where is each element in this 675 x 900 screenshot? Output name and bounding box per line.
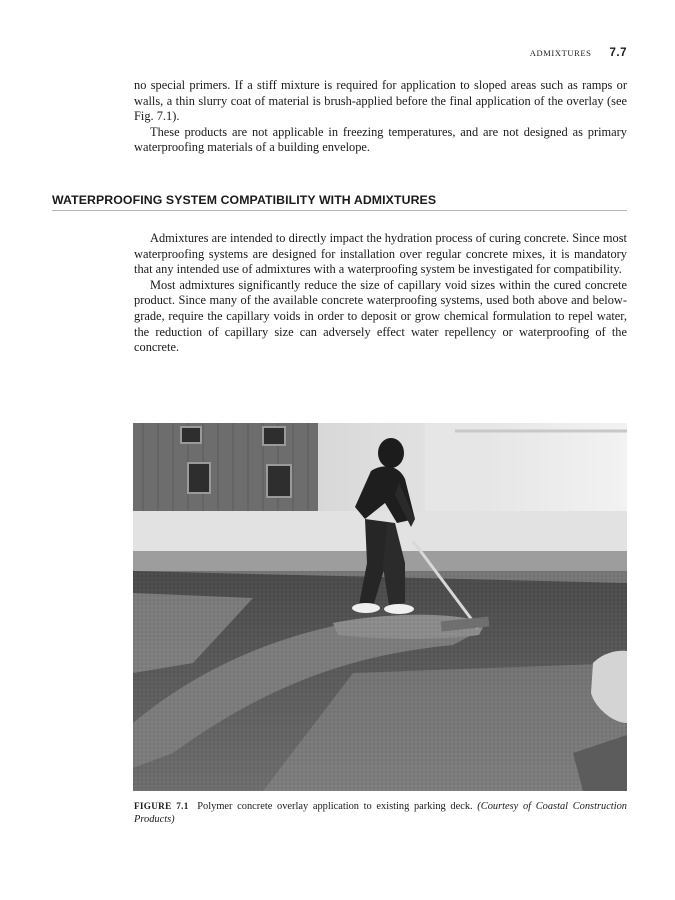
running-head [530,47,627,59]
paragraph: no special primers. If a stiff mixture is required for application to sloped areas such as ramps or walls, a thin slurry coat of material is brush-applied before the final application of the overlay (see Fig. 7.1). [134,78,627,124]
intro-text-block [134,78,627,156]
paragraph: Most admixtures significantly reduce the size of capillary void sizes within the cured concrete product. Since many of the available concrete waterproofing systems, used both above and below-grade, require the capillary voids in order to deposit or grow chemical formulation to repel water, the reduction of capillary size can adversely effect water repellency or waterproofing of the concrete. [134,277,627,355]
figure-caption [134,800,627,826]
page-number: 7.7 [609,47,627,59]
running-head-section: ADMIXTURES [529,48,592,58]
figure-label: FIGURE 7.1 [134,801,189,811]
deck-texture [133,571,627,791]
caption-text: Polymer concrete overlay application to existing parking deck. [197,801,473,812]
paragraph: These products are not applicable in freezing temperatures, and are not designed as primary waterproofing materials of a building envelope. [134,124,627,155]
paragraph: Admixtures are intended to directly impact the hydration process of curing concrete. Since most waterproofing systems are designed for installation over regular concrete mixes, it is mandatory that any intended use of admixtures with a waterproofing system be investigated for compatibility. [134,231,627,277]
section-heading: WATERPROOFING SYSTEM COMPATIBILITY WITH ADMIXTURES [52,193,627,211]
section-text-block [134,231,627,356]
caption-credit: (Courtesy of Coastal Construction Products) [134,801,627,825]
photo-illustration [133,423,627,791]
figure-photo [133,423,627,791]
